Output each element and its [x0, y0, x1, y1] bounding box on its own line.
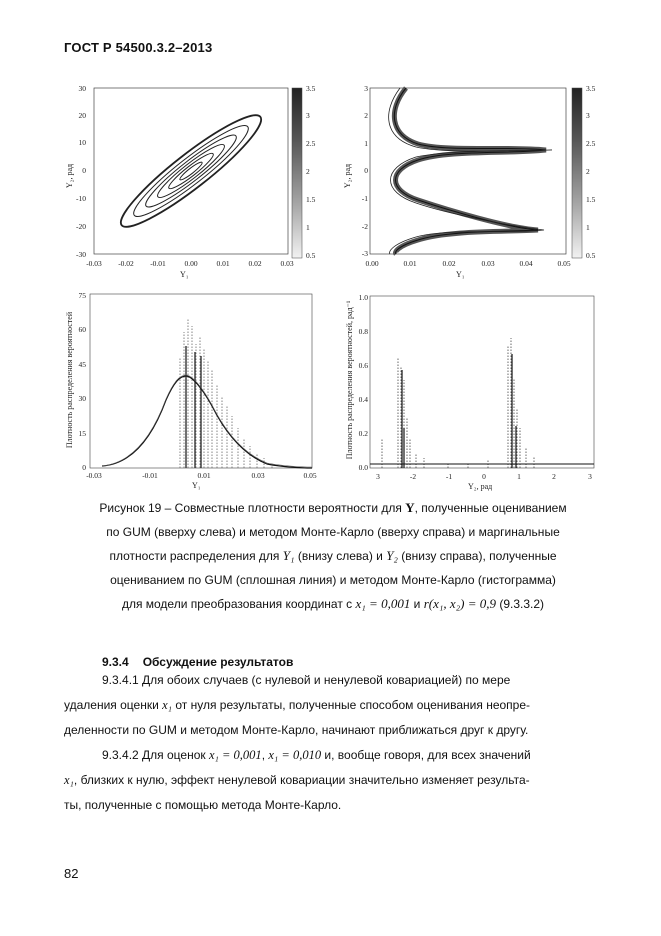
colorbar-tick: 2.5	[586, 139, 596, 148]
figure-caption	[60, 496, 606, 617]
x-tick: -0.01	[150, 259, 166, 268]
y-tick: 0.4	[358, 395, 368, 404]
x-tick: 2	[552, 472, 556, 481]
colorbar-tick: 3.5	[306, 84, 316, 93]
gum-density-curve	[102, 376, 312, 468]
x-tick: 0.05	[557, 259, 571, 268]
colorbar-tick: 3	[586, 111, 590, 120]
document-header: ГОСТ Р 54500.3.2–2013	[64, 40, 213, 55]
colorbar	[292, 88, 302, 258]
x-tick: 0.03	[251, 471, 265, 480]
colorbar-tick: 0.5	[586, 251, 596, 260]
y-tick: -1	[361, 194, 368, 203]
y-tick: 0.6	[358, 361, 368, 370]
colorbar-tick: 2	[306, 167, 310, 176]
colorbar	[572, 88, 582, 258]
x-tick: 3	[376, 472, 380, 481]
x-tick: 0.02	[248, 259, 262, 268]
y-tick: 60	[78, 325, 86, 334]
y-tick: 3	[364, 84, 368, 93]
x-tick: 0.04	[519, 259, 533, 268]
y-tick: 1	[364, 139, 368, 148]
histogram-bars	[180, 318, 272, 468]
x-tick: -0.03	[86, 259, 102, 268]
caption-line: Рисунок 19 – Совместные плотности вероятности для Y, полученные оцениванием	[99, 500, 567, 515]
y-tick: -10	[76, 194, 86, 203]
x-tick: 0.01	[403, 259, 417, 268]
x-axis-label: Y₁	[180, 270, 189, 279]
colorbar-tick: 1.5	[586, 195, 596, 204]
y-tick: 10	[78, 138, 86, 147]
y-axis-label: Y₂, рад	[343, 163, 352, 189]
figure-bottom-right-marginal	[338, 288, 600, 492]
y-tick: 30	[78, 394, 86, 403]
y-tick: 0.0	[358, 463, 368, 472]
paragraph-9-3-4-2: 9.3.4.2 Для оценок x₁ = 0,001, x₁ = 0,010 и, вообще говоря, для всех значений x₁, близких к нулю, эффект ненулевой ковариации значительно изменяет результа- ты, полученные с помощью метода Монте-Карло.	[64, 748, 531, 812]
y-tick: -2	[361, 222, 368, 231]
histogram-bars	[382, 338, 534, 468]
x-tick: 0.03	[481, 259, 495, 268]
colorbar-tick: 1	[586, 223, 590, 232]
y-tick: 75	[78, 291, 86, 300]
y-tick: 0	[364, 166, 368, 175]
x-tick: 0.03	[280, 259, 294, 268]
y-tick: 45	[78, 360, 86, 369]
y-tick: 2	[364, 111, 368, 120]
colorbar-tick: 2.5	[306, 139, 316, 148]
caption-line: плотности распределения для Y₁ (внизу слева) и Y₂ (внизу справа), полученные	[109, 548, 557, 563]
figure-top-left-contour	[62, 80, 318, 280]
x-tick: 0.01	[197, 471, 211, 480]
x-tick: -1	[445, 472, 453, 481]
colorbar-tick: 3	[306, 111, 310, 120]
y-axis-label: Плотность распределения вероятностей, рад⁻¹	[345, 300, 354, 460]
section-number: 9.3.4	[102, 655, 129, 669]
y-tick: 15	[78, 429, 86, 438]
caption-line: для модели преобразования координат с x₁ = 0,001 и r(x₁, x₂) = 0,9 (9.3.3.2)	[121, 596, 545, 611]
y-axis-label: Плотность распределения вероятностей	[65, 311, 74, 449]
x-axis-label: Y₁	[456, 270, 465, 279]
y-tick: 30	[78, 84, 86, 93]
y-axis-label: Y₂, рад	[65, 163, 74, 189]
contour-curves	[389, 88, 552, 254]
colorbar-tick: 3.5	[586, 84, 596, 93]
paragraph-9-3-4-1: 9.3.4.1 Для обоих случаев (с нулевой и ненулевой ковариацией) по мере удаления оценки x₁ от нуля результаты, полученные способом оценивания неопре- деленности по GUM и методом Монте-Карло, начинают приближаться друг к другу.	[64, 673, 531, 737]
caption-line: по GUM (вверху слева) и методом Монте-Карло (вверху справа) и маргинальные	[106, 524, 560, 539]
x-tick: 0.02	[442, 259, 456, 268]
y-tick: 20	[78, 111, 86, 120]
y-tick: -20	[76, 222, 86, 231]
section-title: Обсуждение результатов	[142, 655, 294, 669]
x-axis-label: Y₂, рад	[468, 482, 493, 491]
y-tick: -30	[76, 250, 86, 259]
colorbar-tick: 2	[586, 167, 590, 176]
y-tick: 0.2	[358, 429, 368, 438]
colorbar-tick: 1	[306, 223, 310, 232]
y-tick: -3	[361, 249, 368, 258]
x-tick: 1	[517, 472, 521, 481]
x-tick: 0	[482, 472, 486, 481]
page-number: 82	[64, 866, 79, 881]
x-tick: 0.00	[365, 259, 379, 268]
x-axis-label: Y₁	[192, 481, 201, 490]
figure-bottom-left-marginal	[62, 288, 320, 492]
x-tick: -2	[409, 472, 417, 481]
y-tick: 0.8	[358, 327, 368, 336]
x-tick: -0.02	[118, 259, 134, 268]
x-tick: 0.01	[216, 259, 230, 268]
y-tick: 0	[82, 463, 86, 472]
x-tick: -0.03	[86, 471, 102, 480]
colorbar-tick: 1.5	[306, 195, 316, 204]
y-tick: 1.0	[358, 293, 368, 302]
caption-line: оцениванием по GUM (сплошная линия) и методом Монте-Карло (гистограмма)	[110, 572, 556, 587]
x-tick: -0.01	[142, 471, 158, 480]
x-tick: 0.05	[303, 471, 317, 480]
x-tick: 3	[588, 472, 592, 481]
section-heading	[102, 655, 307, 669]
x-tick: 0.00	[184, 259, 198, 268]
colorbar-tick: 0.5	[306, 251, 316, 260]
y-tick: 0	[82, 166, 86, 175]
figure-top-right-contour	[338, 80, 598, 280]
elliptical-contours	[111, 103, 271, 238]
